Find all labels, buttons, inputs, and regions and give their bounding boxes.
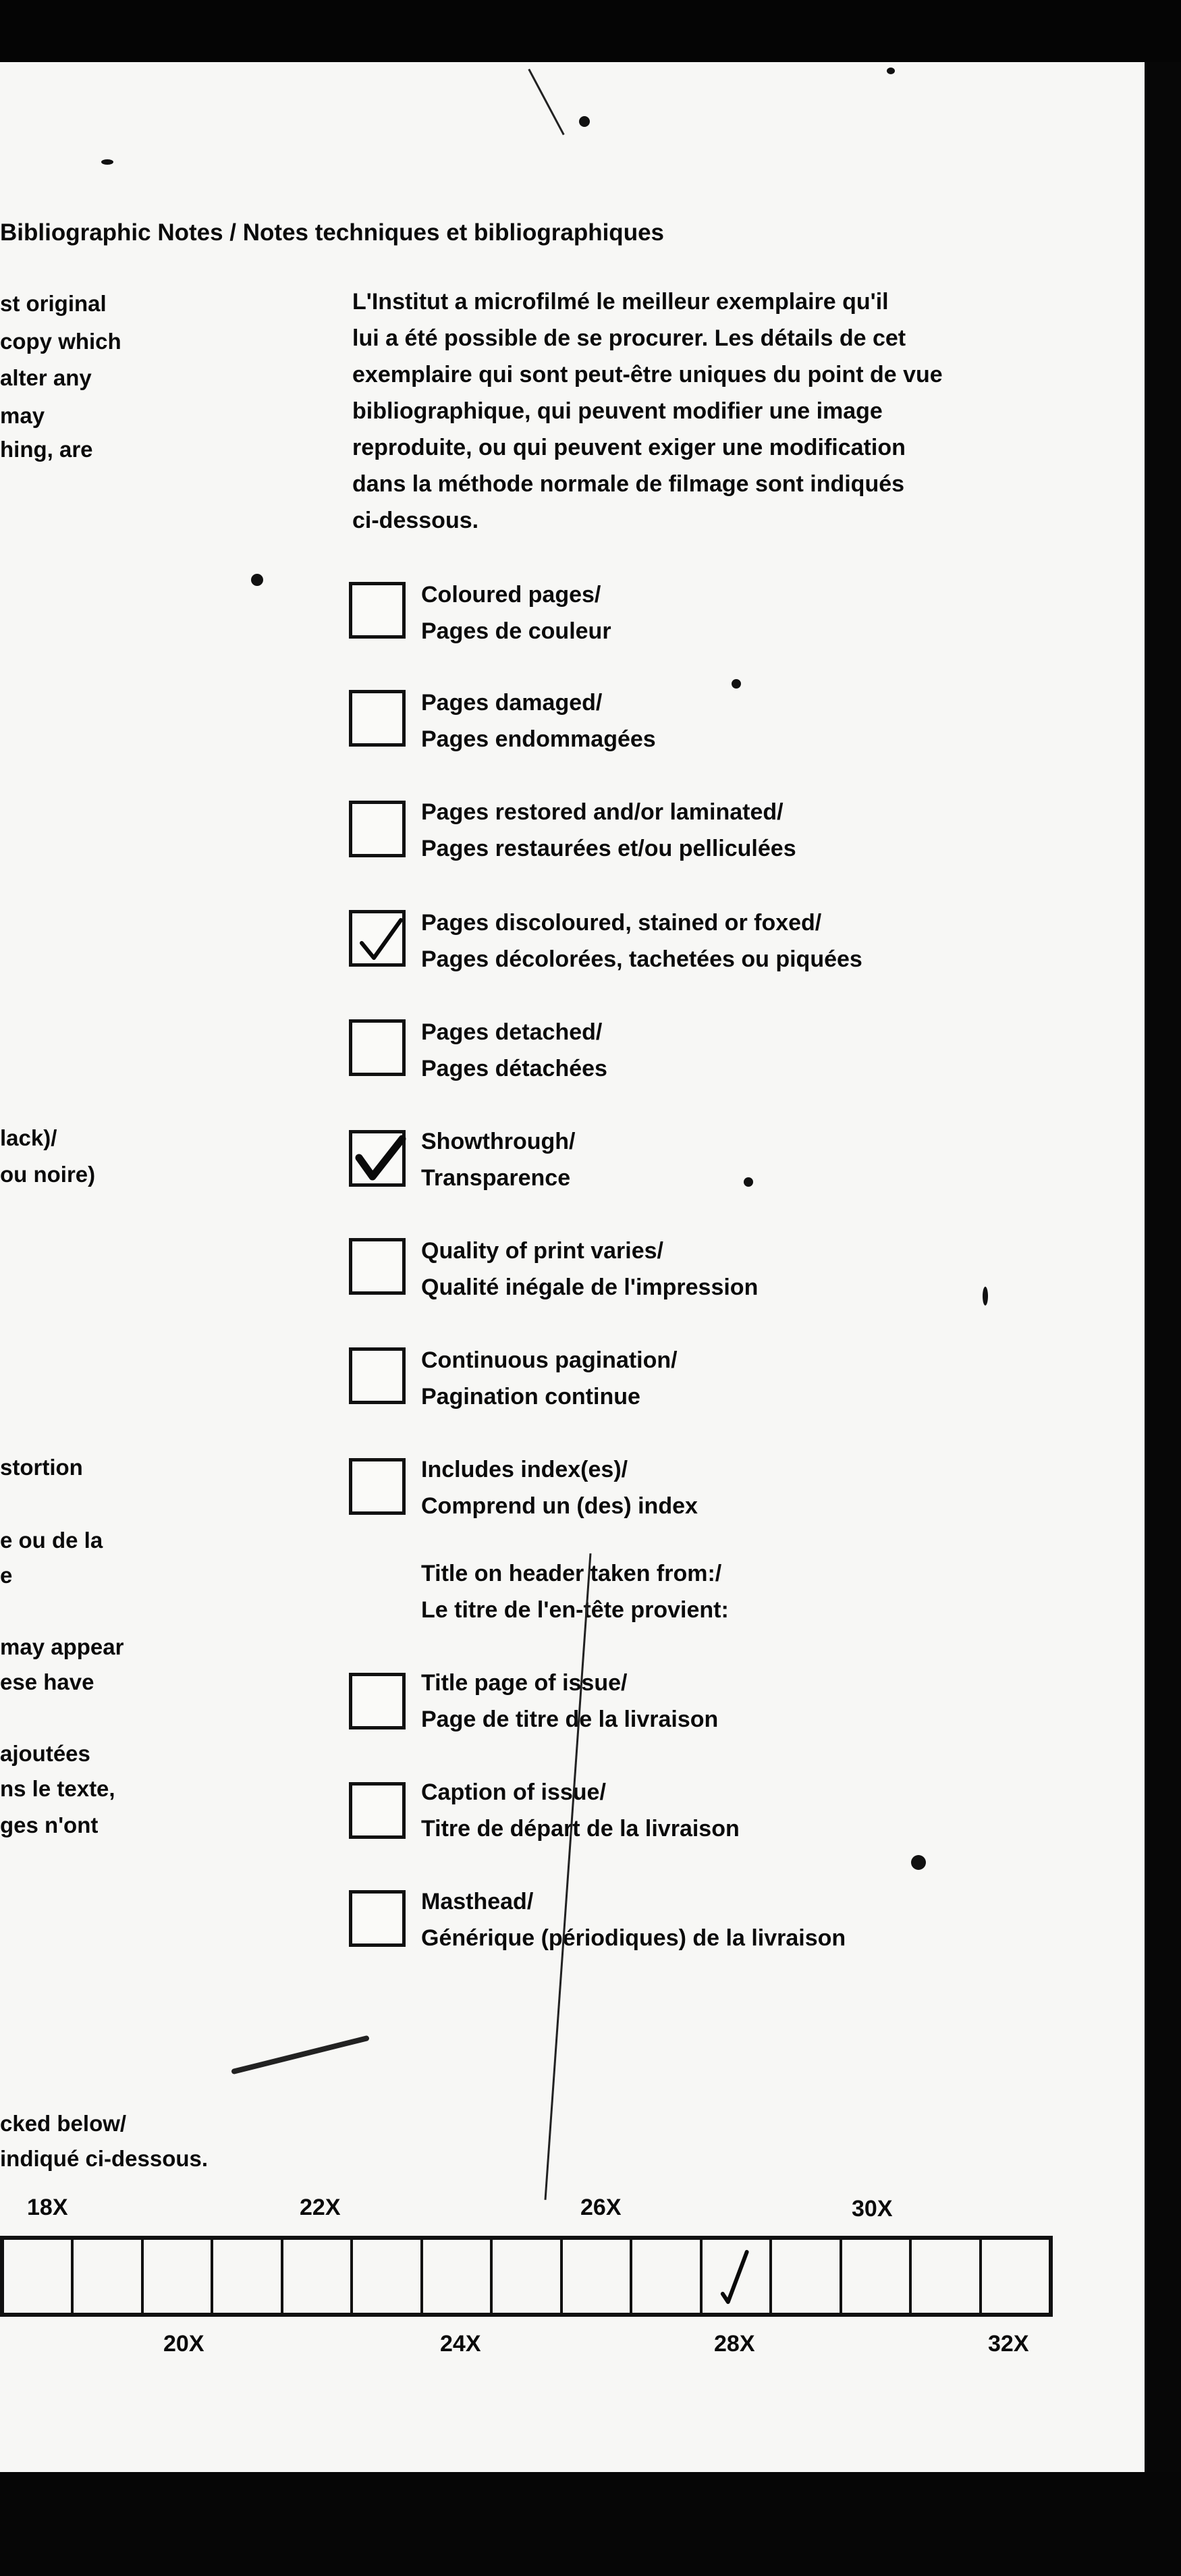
label-pages-discoloured: Pages discoloured, stained or foxed/ Pages décolorées, tachetées ou piquées xyxy=(421,910,862,972)
scale-label-24x: 24X xyxy=(440,2331,481,2357)
intro-line: dans la méthode normale de filmage sont indiqués xyxy=(352,471,905,497)
scale-cell-checked xyxy=(703,2240,772,2313)
scale-label-32x: 32X xyxy=(988,2331,1029,2357)
checkbox-showthrough[interactable] xyxy=(349,1130,406,1187)
checkbox-includes-index[interactable] xyxy=(349,1458,406,1515)
label-pages-restored: Pages restored and/or laminated/ Pages restaurées et/ou pelliculées xyxy=(421,799,796,861)
dust-speck xyxy=(101,159,113,165)
left-fragment-noire: ou noire) xyxy=(0,1162,96,1187)
label-caption-issue: Caption of issue/ Titre de départ de la livraison xyxy=(421,1779,740,1842)
title-on-header: Title on header taken from:/ Le titre de l'en-tête provient: xyxy=(421,1561,729,1623)
film-border-right xyxy=(1145,62,1181,2472)
scale-cell xyxy=(74,2240,143,2313)
checkbox-pages-damaged[interactable] xyxy=(349,690,406,747)
dust-speck xyxy=(983,1287,988,1306)
intro-line: bibliographique, qui peuvent modifier une image xyxy=(352,398,883,424)
left-fragment-alter: alter any xyxy=(0,365,92,390)
left-fragment-these-have: ese have xyxy=(0,1669,94,1694)
scale-label-20x: 20X xyxy=(163,2331,204,2357)
reduction-scale-bar xyxy=(0,2236,1053,2317)
dust-speck xyxy=(887,68,895,74)
label-continuous-pagination: Continuous pagination/ Pagination continue xyxy=(421,1347,678,1410)
intro-line: ci-dessous. xyxy=(352,508,479,533)
left-fragment-texte: ns le texte, xyxy=(0,1776,115,1801)
page-heading: Bibliographic Notes / Notes techniques et bibliographiques xyxy=(0,219,664,246)
scale-cell xyxy=(353,2240,422,2313)
scale-cell xyxy=(563,2240,632,2313)
dust-speck xyxy=(251,574,263,586)
dust-speck xyxy=(911,1855,926,1870)
scale-cell xyxy=(4,2240,74,2313)
label-showthrough: Showthrough/ Transparence xyxy=(421,1129,576,1191)
checkbox-pages-discoloured[interactable] xyxy=(349,910,406,967)
intro-paragraph xyxy=(352,284,943,539)
intro-line: lui a été possible de se procurer. Les détails de cet xyxy=(352,325,906,351)
left-fragment-original: st original xyxy=(0,291,107,316)
scale-cell xyxy=(982,2240,1049,2313)
left-fragment-checked-below: cked below/ xyxy=(0,2111,127,2136)
left-fragment-nont: ges n'ont xyxy=(0,1813,99,1837)
label-quality-print: Quality of print varies/ Qualité inégale de l'impression xyxy=(421,1238,759,1300)
checkmark-icon xyxy=(703,2240,769,2313)
scale-cell xyxy=(842,2240,912,2313)
checkbox-caption-issue[interactable] xyxy=(349,1782,406,1839)
scale-label-26x: 26X xyxy=(580,2195,622,2220)
film-border-top xyxy=(0,0,1181,62)
scale-cell xyxy=(283,2240,353,2313)
left-fragment-copy: copy which xyxy=(0,329,121,354)
checkbox-pages-detached[interactable] xyxy=(349,1019,406,1076)
scale-label-30x: 30X xyxy=(852,2196,893,2222)
film-border-bottom xyxy=(0,2472,1181,2576)
scale-label-22x: 22X xyxy=(300,2195,341,2220)
label-pages-detached: Pages detached/ Pages détachées xyxy=(421,1019,607,1081)
scale-cell xyxy=(423,2240,493,2313)
left-fragment-checking: hing, are xyxy=(0,437,93,462)
scale-cell xyxy=(772,2240,842,2313)
intro-line: L'Institut a microfilmé le meilleur exemplaire qu'il xyxy=(352,289,889,315)
dust-speck xyxy=(579,116,590,127)
scale-label-18x: 18X xyxy=(27,2195,68,2220)
left-fragment-ajoutees: ajoutées xyxy=(0,1741,90,1766)
scale-cell xyxy=(213,2240,283,2313)
checkbox-masthead[interactable] xyxy=(349,1890,406,1947)
scale-cell xyxy=(144,2240,213,2313)
checkmark-icon xyxy=(352,1133,409,1190)
left-fragment-may: may xyxy=(0,403,45,428)
scale-cell xyxy=(912,2240,981,2313)
scale-label-28x: 28X xyxy=(714,2331,755,2357)
label-includes-index: Includes index(es)/ Comprend un (des) index xyxy=(421,1457,698,1519)
label-masthead: Masthead/ Générique (périodiques) de la livraison xyxy=(421,1889,846,1951)
left-fragment-e: e xyxy=(0,1563,13,1588)
left-fragment-distortion: stortion xyxy=(0,1455,83,1480)
checkbox-title-page-issue[interactable] xyxy=(349,1673,406,1729)
checkbox-pages-restored[interactable] xyxy=(349,801,406,857)
left-fragment-black: lack)/ xyxy=(0,1125,57,1150)
left-fragment-de-la: e ou de la xyxy=(0,1528,103,1553)
intro-line: reproduite, ou qui peuvent exiger une modification xyxy=(352,435,906,460)
scale-cell xyxy=(493,2240,562,2313)
label-pages-damaged: Pages damaged/ Pages endommagées xyxy=(421,690,656,752)
dust-speck xyxy=(744,1177,753,1187)
left-fragment-ci-dessous: indiqué ci-dessous. xyxy=(0,2146,209,2171)
intro-line: exemplaire qui sont peut-être uniques du point de vue xyxy=(352,362,943,387)
checkbox-quality-print[interactable] xyxy=(349,1238,406,1295)
checkbox-continuous-pagination[interactable] xyxy=(349,1347,406,1404)
label-title-page-issue: Title page of issue/ Page de titre de la livraison xyxy=(421,1670,719,1732)
label-coloured-pages: Coloured pages/ Pages de couleur xyxy=(421,582,611,644)
scale-cell xyxy=(632,2240,702,2313)
checkmark-icon xyxy=(352,913,409,970)
checkbox-coloured-pages[interactable] xyxy=(349,582,406,639)
left-fragment-may-appear: may appear xyxy=(0,1634,124,1659)
dust-speck xyxy=(732,679,741,689)
